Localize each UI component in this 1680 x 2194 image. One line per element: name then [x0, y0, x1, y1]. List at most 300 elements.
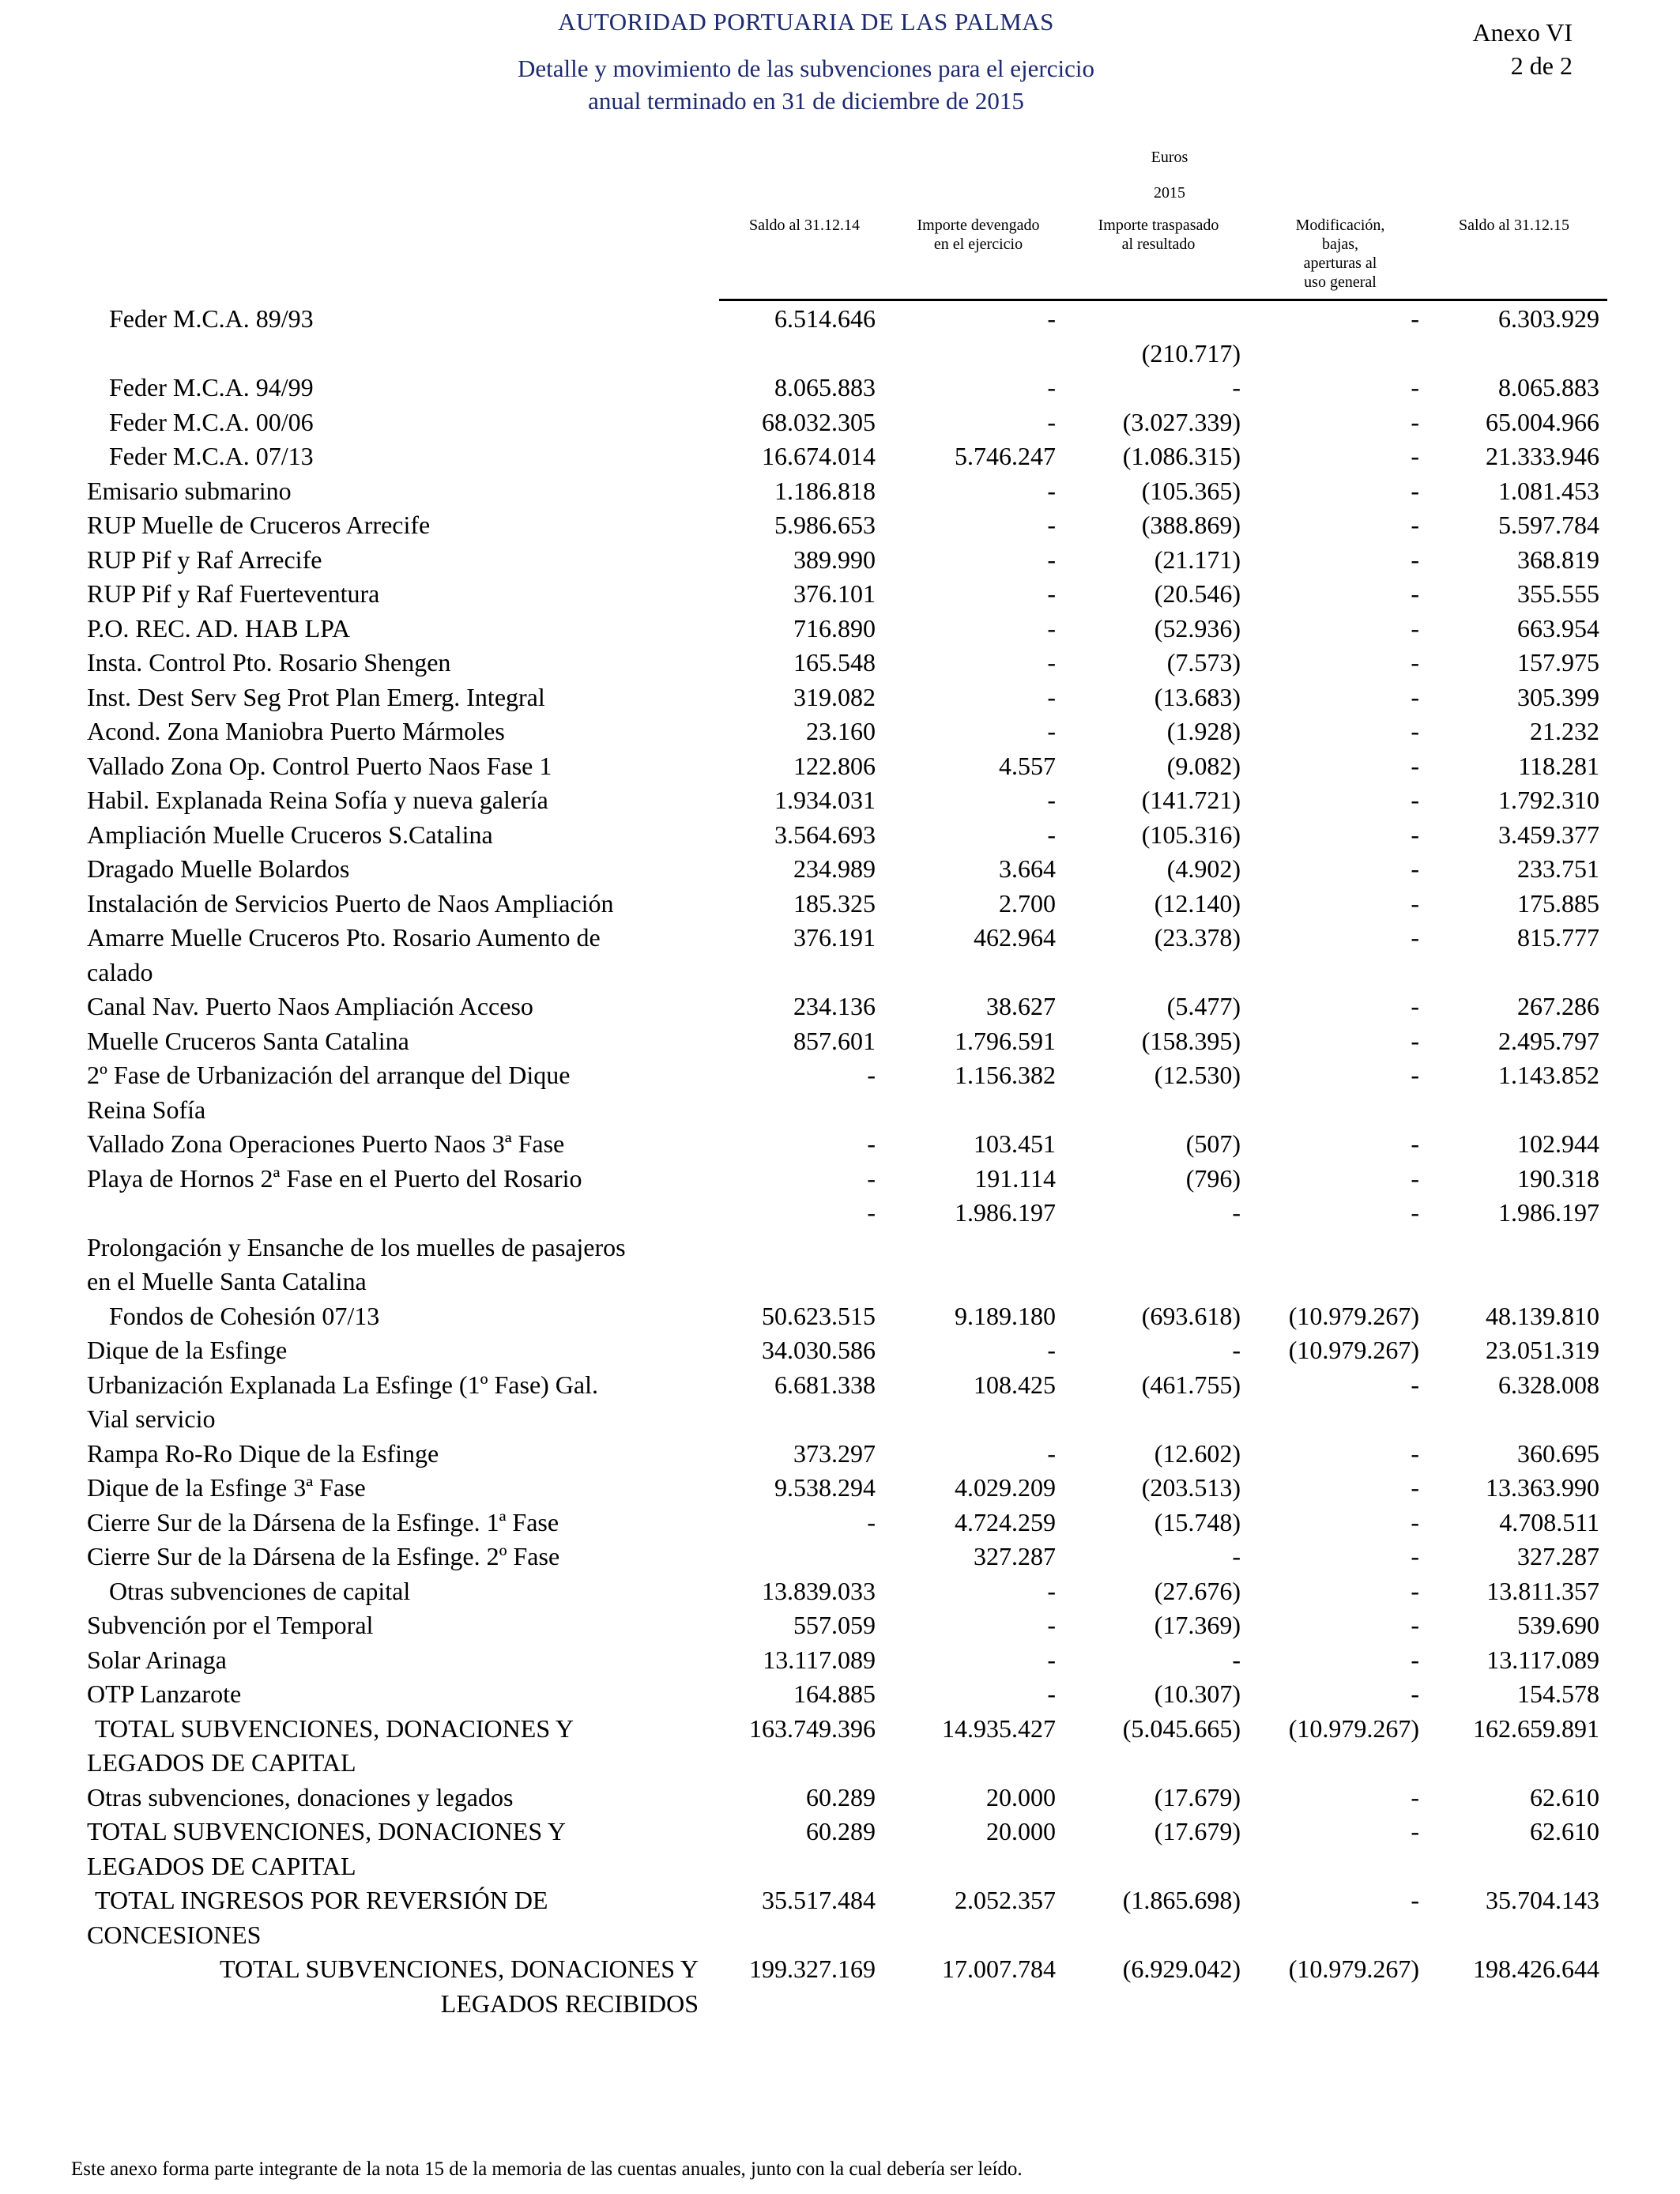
- balance-2015-cell: 21.232: [1530, 717, 1599, 745]
- table-row: [87, 1677, 1607, 1712]
- transferred-cell: (1.865.698): [1122, 1886, 1241, 1914]
- balance-2015-cell: 267.286: [1517, 992, 1599, 1020]
- row-label-line: Subvención por el Temporal: [87, 1611, 374, 1639]
- table-row: [87, 439, 1607, 474]
- balance-2014-cell: 185.325: [793, 888, 876, 918]
- balance-2015-cell: 23.051.319: [1486, 1336, 1599, 1364]
- modification-cell: -: [1411, 786, 1419, 814]
- accrued-cell: -: [1047, 682, 1056, 711]
- row-label-line: Playa de Hornos 2ª Fase en el Puerto del Rosario: [87, 1163, 582, 1193]
- table-row: [87, 1712, 1607, 1781]
- row-label-line: Feder M.C.A. 89/93: [109, 304, 314, 333]
- balance-2014-cell: 3.564.693: [774, 820, 876, 849]
- table-row: [87, 714, 1607, 749]
- column-header: [899, 216, 1057, 254]
- accrued-cell: -: [1047, 820, 1056, 849]
- row-label-line: Feder M.C.A. 07/13: [109, 442, 314, 470]
- column-header-line: uso general: [1304, 273, 1377, 291]
- balance-2015-cell: 6.328.008: [1498, 1370, 1599, 1399]
- row-label-line: Cierre Sur de la Dársena de la Esfinge. 1ª Fase: [87, 1507, 559, 1536]
- accrued-cell: 103.451: [974, 1129, 1056, 1158]
- row-label-line: Otras subvenciones de capital: [109, 1576, 411, 1605]
- row-label-line: [87, 337, 703, 371]
- table-row: [87, 1643, 1607, 1678]
- table-row: [87, 1333, 1607, 1368]
- row-label: [87, 337, 703, 371]
- transferred-cell: (27.676): [1154, 1576, 1241, 1605]
- balance-2015-cell: 65.004.966: [1486, 407, 1599, 436]
- row-label-line: Dique de la Esfinge: [87, 1336, 288, 1364]
- balance-2015-cell: 198.426.644: [1473, 1955, 1599, 1983]
- transferred-cell: (5.045.665): [1122, 1713, 1241, 1743]
- table-row: [87, 749, 1607, 784]
- accrued-cell: 4.724.259: [955, 1507, 1056, 1536]
- transferred-cell: (9.082): [1166, 751, 1241, 780]
- row-label: [87, 852, 703, 887]
- table-row: [87, 1815, 1607, 1883]
- modification-cell: -: [1411, 511, 1419, 539]
- subsidies-table: [87, 302, 1607, 2021]
- modification-cell: -: [1411, 304, 1419, 333]
- row-label-line: Otras subvenciones, donaciones y legados: [87, 1782, 514, 1811]
- row-label-line: LEGADOS DE CAPITAL: [87, 1748, 356, 1777]
- row-label-line: OTP Lanzarote: [87, 1679, 242, 1708]
- balance-2014-cell: 716.890: [793, 613, 876, 643]
- table-row: [87, 1196, 1607, 1231]
- balance-2014-cell: 164.885: [793, 1679, 876, 1708]
- row-label: [87, 1677, 703, 1712]
- annex-number: Anexo VI: [1472, 18, 1573, 47]
- accrued-cell: 4.029.209: [955, 1473, 1056, 1502]
- transferred-cell: (6.929.042): [1122, 1955, 1241, 1983]
- balance-2015-cell: 4.708.511: [1499, 1507, 1599, 1536]
- column-header-line: al resultado: [1121, 236, 1196, 253]
- accrued-cell: 2.052.357: [955, 1886, 1056, 1914]
- balance-2014-cell: 373.297: [793, 1438, 876, 1468]
- balance-2014-cell: 234.136: [793, 992, 876, 1020]
- transferred-cell: (15.748): [1154, 1507, 1241, 1536]
- transferred-cell: -: [1232, 1336, 1241, 1364]
- balance-2014-cell: 50.623.515: [762, 1301, 876, 1330]
- row-label-line: Amarre Muelle Cruceros Pto. Rosario Aumento de: [87, 923, 601, 952]
- balance-2015-cell: 154.578: [1517, 1679, 1599, 1708]
- accrued-cell: 5.746.247: [955, 442, 1056, 470]
- table-row: [87, 1437, 1607, 1472]
- row-label: [87, 1299, 703, 1334]
- modification-cell: -: [1411, 1782, 1419, 1811]
- row-label-line: Dragado Muelle Bolardos: [87, 854, 350, 883]
- accrued-cell: -: [1047, 579, 1056, 608]
- balance-2014-cell: 13.117.089: [763, 1645, 876, 1674]
- modification-cell: -: [1411, 1576, 1419, 1605]
- accrued-cell: 191.114: [974, 1163, 1056, 1193]
- modification-cell: -: [1411, 1507, 1419, 1536]
- balance-2015-cell: 368.819: [1517, 545, 1599, 574]
- row-label-line: TOTAL SUBVENCIONES, DONACIONES Y: [95, 1713, 574, 1743]
- row-label-line: Instalación de Servicios Puerto de Naos Ampliación: [87, 888, 614, 918]
- column-header: [1435, 216, 1593, 235]
- table-row: [87, 1781, 1607, 1815]
- row-label-line: Vallado Zona Operaciones Puerto Naos 3ª Fase: [87, 1129, 565, 1158]
- balance-2015-cell: 355.555: [1517, 579, 1599, 608]
- balance-2015-cell: 62.610: [1530, 1782, 1599, 1811]
- row-label: [87, 1368, 703, 1437]
- modification-cell: -: [1411, 682, 1419, 711]
- transferred-cell: (5.477): [1166, 992, 1241, 1020]
- row-label-line: Vial servicio: [87, 1404, 216, 1433]
- organization-title: AUTORIDAD PORTUARIA DE LAS PALMAS: [558, 8, 1054, 36]
- modification-cell: -: [1411, 751, 1419, 780]
- row-label: [87, 543, 703, 578]
- row-label-line: LEGADOS DE CAPITAL: [87, 1851, 356, 1880]
- balance-2015-cell: 2.495.797: [1498, 1026, 1599, 1055]
- modification-cell: -: [1411, 613, 1419, 643]
- balance-2015-cell: 157.975: [1517, 648, 1599, 677]
- row-label-line: Cierre Sur de la Dársena de la Esfinge. 2º Fase: [87, 1542, 560, 1570]
- table-row: [87, 680, 1607, 715]
- transferred-cell: (388.869): [1141, 511, 1241, 539]
- table-row: [87, 405, 1607, 440]
- modification-cell: -: [1411, 1198, 1419, 1227]
- accrued-cell: -: [1047, 1679, 1056, 1708]
- table-row: [87, 783, 1607, 818]
- balance-2015-cell: 1.081.453: [1498, 476, 1599, 505]
- row-label: [87, 680, 703, 715]
- row-label-line: Vallado Zona Op. Control Puerto Naos Fase 1: [87, 751, 552, 780]
- accrued-cell: -: [1047, 476, 1056, 505]
- row-label-line: Ampliación Muelle Cruceros S.Catalina: [87, 820, 493, 849]
- column-header-line: Saldo al 31.12.14: [749, 217, 860, 234]
- row-label: [87, 714, 703, 749]
- transferred-cell: (20.546): [1154, 579, 1241, 608]
- row-label-line: Rampa Ro-Ro Dique de la Esfinge: [87, 1438, 439, 1468]
- row-label: [87, 612, 703, 647]
- table-row: [87, 818, 1607, 853]
- row-label-line: Dique de la Esfinge 3ª Fase: [87, 1473, 366, 1502]
- balance-2015-cell: 539.690: [1517, 1611, 1599, 1639]
- balance-2015-cell: 118.281: [1518, 751, 1599, 780]
- balance-2014-cell: 35.517.484: [762, 1886, 876, 1914]
- row-label-line: RUP Muelle de Cruceros Arrecife: [87, 511, 431, 539]
- balance-2015-cell: 162.659.891: [1473, 1713, 1599, 1743]
- table-row: [87, 1883, 1607, 1952]
- balance-2015-cell: 3.459.377: [1498, 820, 1599, 849]
- transferred-cell: (7.573): [1166, 648, 1241, 677]
- row-label-line: Prolongación y Ensanche de los muelles de pasajeros: [87, 1232, 626, 1261]
- accrued-cell: -: [1047, 613, 1056, 643]
- row-label-line: TOTAL SUBVENCIONES, DONACIONES Y: [87, 1817, 567, 1845]
- row-label-line: Feder M.C.A. 00/06: [109, 407, 314, 436]
- accrued-cell: 108.425: [974, 1370, 1056, 1399]
- table-row: [87, 1540, 1607, 1574]
- modification-cell: (10.979.267): [1288, 1301, 1419, 1330]
- row-label: [87, 1437, 703, 1472]
- row-label: [87, 1643, 703, 1678]
- transferred-cell: (10.307): [1154, 1679, 1241, 1708]
- accrued-cell: -: [1047, 1611, 1056, 1639]
- modification-cell: -: [1411, 407, 1419, 436]
- accrued-cell: 17.007.784: [942, 1955, 1056, 1983]
- row-label-line: Acond. Zona Maniobra Puerto Mármoles: [87, 717, 505, 745]
- row-label: [87, 749, 703, 784]
- balance-2014-cell: 376.191: [793, 923, 876, 952]
- column-header-line: Importe devengado: [917, 217, 1040, 234]
- row-label: [87, 1196, 703, 1231]
- transferred-cell: (17.679): [1154, 1782, 1241, 1811]
- balance-2014-cell: 389.990: [793, 545, 876, 574]
- balance-2015-cell: 1.143.852: [1498, 1061, 1599, 1089]
- accrued-cell: 3.664: [999, 854, 1056, 883]
- row-label-line: TOTAL SUBVENCIONES, DONACIONES Y: [219, 1955, 699, 1983]
- year-label: 2015: [1154, 184, 1185, 202]
- balance-2014-cell: -: [867, 1163, 876, 1193]
- balance-2015-cell: 233.751: [1517, 854, 1599, 883]
- header-rule: [719, 299, 1607, 301]
- balance-2014-cell: -: [867, 1061, 876, 1089]
- balance-2015-cell: 815.777: [1517, 923, 1599, 952]
- table-row: [87, 474, 1607, 509]
- balance-2014-cell: 1.934.031: [774, 786, 876, 814]
- row-label-line: CONCESIONES: [87, 1920, 262, 1949]
- accrued-cell: -: [1047, 304, 1056, 333]
- row-label: [87, 1471, 703, 1506]
- balance-2014-cell: 9.538.294: [774, 1473, 876, 1502]
- modification-cell: -: [1411, 648, 1419, 677]
- row-label: [87, 1540, 703, 1574]
- balance-2014-cell: 1.186.818: [774, 476, 876, 505]
- modification-cell: -: [1411, 1370, 1419, 1399]
- row-label-line: [87, 1196, 703, 1231]
- table-row: [87, 1574, 1607, 1609]
- column-header-line: aperturas al: [1303, 254, 1377, 272]
- modification-cell: -: [1411, 1061, 1419, 1089]
- modification-cell: -: [1411, 923, 1419, 952]
- currency-label: Euros: [1151, 149, 1188, 166]
- balance-2014-cell: 857.601: [793, 1026, 876, 1055]
- row-label: [87, 508, 703, 543]
- balance-2014-cell: -: [867, 1507, 876, 1536]
- balance-2015-cell: 6.303.929: [1498, 304, 1599, 333]
- modification-cell: -: [1411, 1611, 1419, 1639]
- balance-2014-cell: 165.548: [793, 648, 876, 677]
- accrued-cell: 1.986.197: [955, 1198, 1056, 1227]
- row-label: [87, 577, 703, 612]
- row-label: [87, 1815, 703, 1883]
- column-header-line: Saldo al 31.12.15: [1459, 217, 1569, 234]
- transferred-cell: (12.530): [1154, 1061, 1241, 1089]
- row-label: [87, 302, 703, 337]
- table-row: [87, 646, 1607, 680]
- modification-cell: -: [1411, 888, 1419, 918]
- balance-2015-cell: 102.944: [1517, 1129, 1599, 1158]
- balance-2015-cell: 175.885: [1517, 888, 1599, 918]
- modification-cell: -: [1411, 992, 1419, 1020]
- transferred-cell: (796): [1185, 1163, 1241, 1193]
- accrued-cell: 14.935.427: [942, 1713, 1056, 1743]
- balance-2015-cell: 5.597.784: [1498, 511, 1599, 539]
- modification-cell: -: [1411, 820, 1419, 849]
- accrued-cell: 462.964: [974, 923, 1056, 952]
- accrued-cell: 1.796.591: [955, 1026, 1056, 1055]
- row-label: [87, 887, 703, 922]
- balance-2015-cell: 663.954: [1517, 613, 1599, 643]
- row-label-line: Reina Sofía: [87, 1095, 206, 1124]
- modification-cell: (10.979.267): [1288, 1955, 1419, 1983]
- balance-2014-cell: 68.032.305: [762, 407, 876, 436]
- transferred-cell: -: [1232, 1645, 1241, 1674]
- row-label-line: 2º Fase de Urbanización del arranque del Dique: [87, 1061, 571, 1089]
- accrued-cell: -: [1047, 786, 1056, 814]
- transferred-cell: -: [1232, 373, 1241, 401]
- row-label: [87, 1574, 703, 1609]
- balance-2014-cell: 16.674.014: [762, 442, 876, 470]
- row-label: [87, 1781, 703, 1815]
- row-label: [87, 783, 703, 818]
- accrued-cell: -: [1047, 511, 1056, 539]
- modification-cell: (10.979.267): [1288, 1713, 1419, 1743]
- transferred-cell: (12.140): [1154, 888, 1241, 918]
- modification-cell: -: [1411, 1645, 1419, 1674]
- row-label: [87, 818, 703, 853]
- table-row: [87, 612, 1607, 647]
- column-header-line: Importe traspasado: [1098, 217, 1219, 234]
- balance-2015-cell: 13.363.990: [1486, 1473, 1599, 1502]
- table-row: [87, 990, 1607, 1024]
- accrued-cell: -: [1047, 648, 1056, 677]
- row-label: [87, 1024, 703, 1059]
- row-label: [87, 990, 703, 1024]
- modification-cell: -: [1411, 1438, 1419, 1468]
- accrued-cell: -: [1047, 407, 1056, 436]
- row-label: [87, 1333, 703, 1368]
- table-row: [87, 1231, 1607, 1299]
- transferred-cell: (3.027.339): [1122, 407, 1241, 436]
- balance-2014-cell: -: [867, 1198, 876, 1227]
- balance-2014-cell: 122.806: [793, 751, 876, 780]
- modification-cell: -: [1411, 1163, 1419, 1193]
- table-row: [87, 337, 1607, 371]
- modification-cell: -: [1411, 442, 1419, 470]
- modification-cell: -: [1411, 1026, 1419, 1055]
- modification-cell: -: [1411, 545, 1419, 574]
- row-label-line: Urbanización Explanada La Esfinge (1º Fase) Gal.: [87, 1370, 598, 1399]
- row-label: [87, 371, 703, 405]
- modification-cell: -: [1411, 1679, 1419, 1708]
- transferred-cell: (23.378): [1154, 923, 1241, 952]
- subtitle-line-2: anual terminado en 31 de diciembre de 2015: [588, 87, 1024, 115]
- balance-2015-cell: 327.287: [1517, 1542, 1599, 1570]
- modification-cell: -: [1411, 579, 1419, 608]
- table-row: [87, 1368, 1607, 1437]
- table-row: [87, 1127, 1607, 1162]
- table-row: [87, 1608, 1607, 1643]
- row-label: [87, 1506, 703, 1540]
- balance-2014-cell: 6.514.646: [774, 304, 876, 333]
- row-label-line: RUP Pif y Raf Arrecife: [87, 545, 322, 574]
- column-header-line: en el ejercicio: [933, 236, 1023, 253]
- transferred-cell: (105.316): [1141, 820, 1241, 849]
- column-header: [1079, 216, 1237, 254]
- row-label-line: RUP Pif y Raf Fuerteventura: [87, 579, 380, 608]
- balance-2014-cell: 13.839.033: [762, 1576, 876, 1605]
- table-row: [87, 1058, 1607, 1127]
- balance-2014-cell: 34.030.586: [762, 1336, 876, 1364]
- transferred-cell: (210.717): [1141, 338, 1241, 368]
- accrued-cell: -: [1047, 373, 1056, 401]
- transferred-cell: (105.365): [1141, 476, 1241, 505]
- balance-2015-cell: 13.117.089: [1486, 1645, 1599, 1674]
- accrued-cell: -: [1047, 1336, 1056, 1364]
- accrued-cell: 20.000: [986, 1817, 1056, 1845]
- accrued-cell: 4.557: [999, 751, 1056, 780]
- accrued-cell: 38.627: [986, 992, 1056, 1020]
- transferred-cell: (461.755): [1141, 1370, 1241, 1399]
- balance-2014-cell: 234.989: [793, 854, 876, 883]
- transferred-cell: (13.683): [1154, 682, 1241, 711]
- accrued-cell: 327.287: [974, 1542, 1056, 1570]
- row-label: [87, 1127, 703, 1162]
- balance-2015-cell: 21.333.946: [1486, 442, 1599, 470]
- accrued-cell: -: [1047, 717, 1056, 745]
- table-row: [87, 852, 1607, 887]
- transferred-cell: (17.679): [1154, 1817, 1241, 1845]
- row-label: [87, 439, 703, 474]
- table-row: [87, 1952, 1607, 2021]
- row-label-line: Feder M.C.A. 94/99: [109, 373, 314, 401]
- transferred-cell: (12.602): [1154, 1438, 1241, 1468]
- accrued-cell: 2.700: [999, 888, 1056, 918]
- table-row: [87, 577, 1607, 612]
- footer-note: Este anexo forma parte integrante de la nota 15 de la memoria de las cuentas anuales, junto con la cual debería ser leído.: [71, 2158, 1023, 2180]
- balance-2014-cell: 6.681.338: [774, 1370, 876, 1399]
- modification-cell: -: [1411, 1886, 1419, 1914]
- modification-cell: -: [1411, 1129, 1419, 1158]
- transferred-cell: (693.618): [1141, 1301, 1241, 1330]
- column-header: [1277, 216, 1403, 292]
- transferred-cell: (203.513): [1141, 1473, 1241, 1502]
- row-label-line: Habil. Explanada Reina Sofía y nueva galería: [87, 786, 548, 814]
- row-label: [87, 1058, 703, 1127]
- balance-2015-cell: 1.792.310: [1498, 786, 1599, 814]
- balance-2014-cell: -: [867, 1129, 876, 1158]
- balance-2014-cell: 199.327.169: [749, 1955, 876, 1983]
- balance-2015-cell: 8.065.883: [1498, 373, 1599, 401]
- table-row: [87, 508, 1607, 543]
- transferred-cell: (17.369): [1154, 1611, 1241, 1639]
- annex-label: [1473, 16, 1573, 82]
- balance-2014-cell: 319.082: [793, 682, 876, 711]
- table-row: [87, 543, 1607, 578]
- row-label: [87, 921, 703, 990]
- accrued-cell: -: [1047, 1645, 1056, 1674]
- modification-cell: -: [1411, 854, 1419, 883]
- balance-2014-cell: 557.059: [793, 1611, 876, 1639]
- accrued-cell: -: [1047, 1576, 1056, 1605]
- balance-2014-cell: 8.065.883: [774, 373, 876, 401]
- row-label: [87, 1231, 703, 1299]
- modification-cell: -: [1411, 1473, 1419, 1502]
- modification-cell: -: [1411, 373, 1419, 401]
- transferred-cell: (1.928): [1166, 717, 1241, 745]
- modification-cell: -: [1411, 1817, 1419, 1845]
- balance-2015-cell: 62.610: [1530, 1817, 1599, 1845]
- transferred-cell: (52.936): [1154, 613, 1241, 643]
- modification-cell: -: [1411, 476, 1419, 505]
- table-row: [87, 1471, 1607, 1506]
- row-label: [87, 405, 703, 440]
- balance-2014-cell: 5.986.653: [774, 511, 876, 539]
- table-row: [87, 1024, 1607, 1059]
